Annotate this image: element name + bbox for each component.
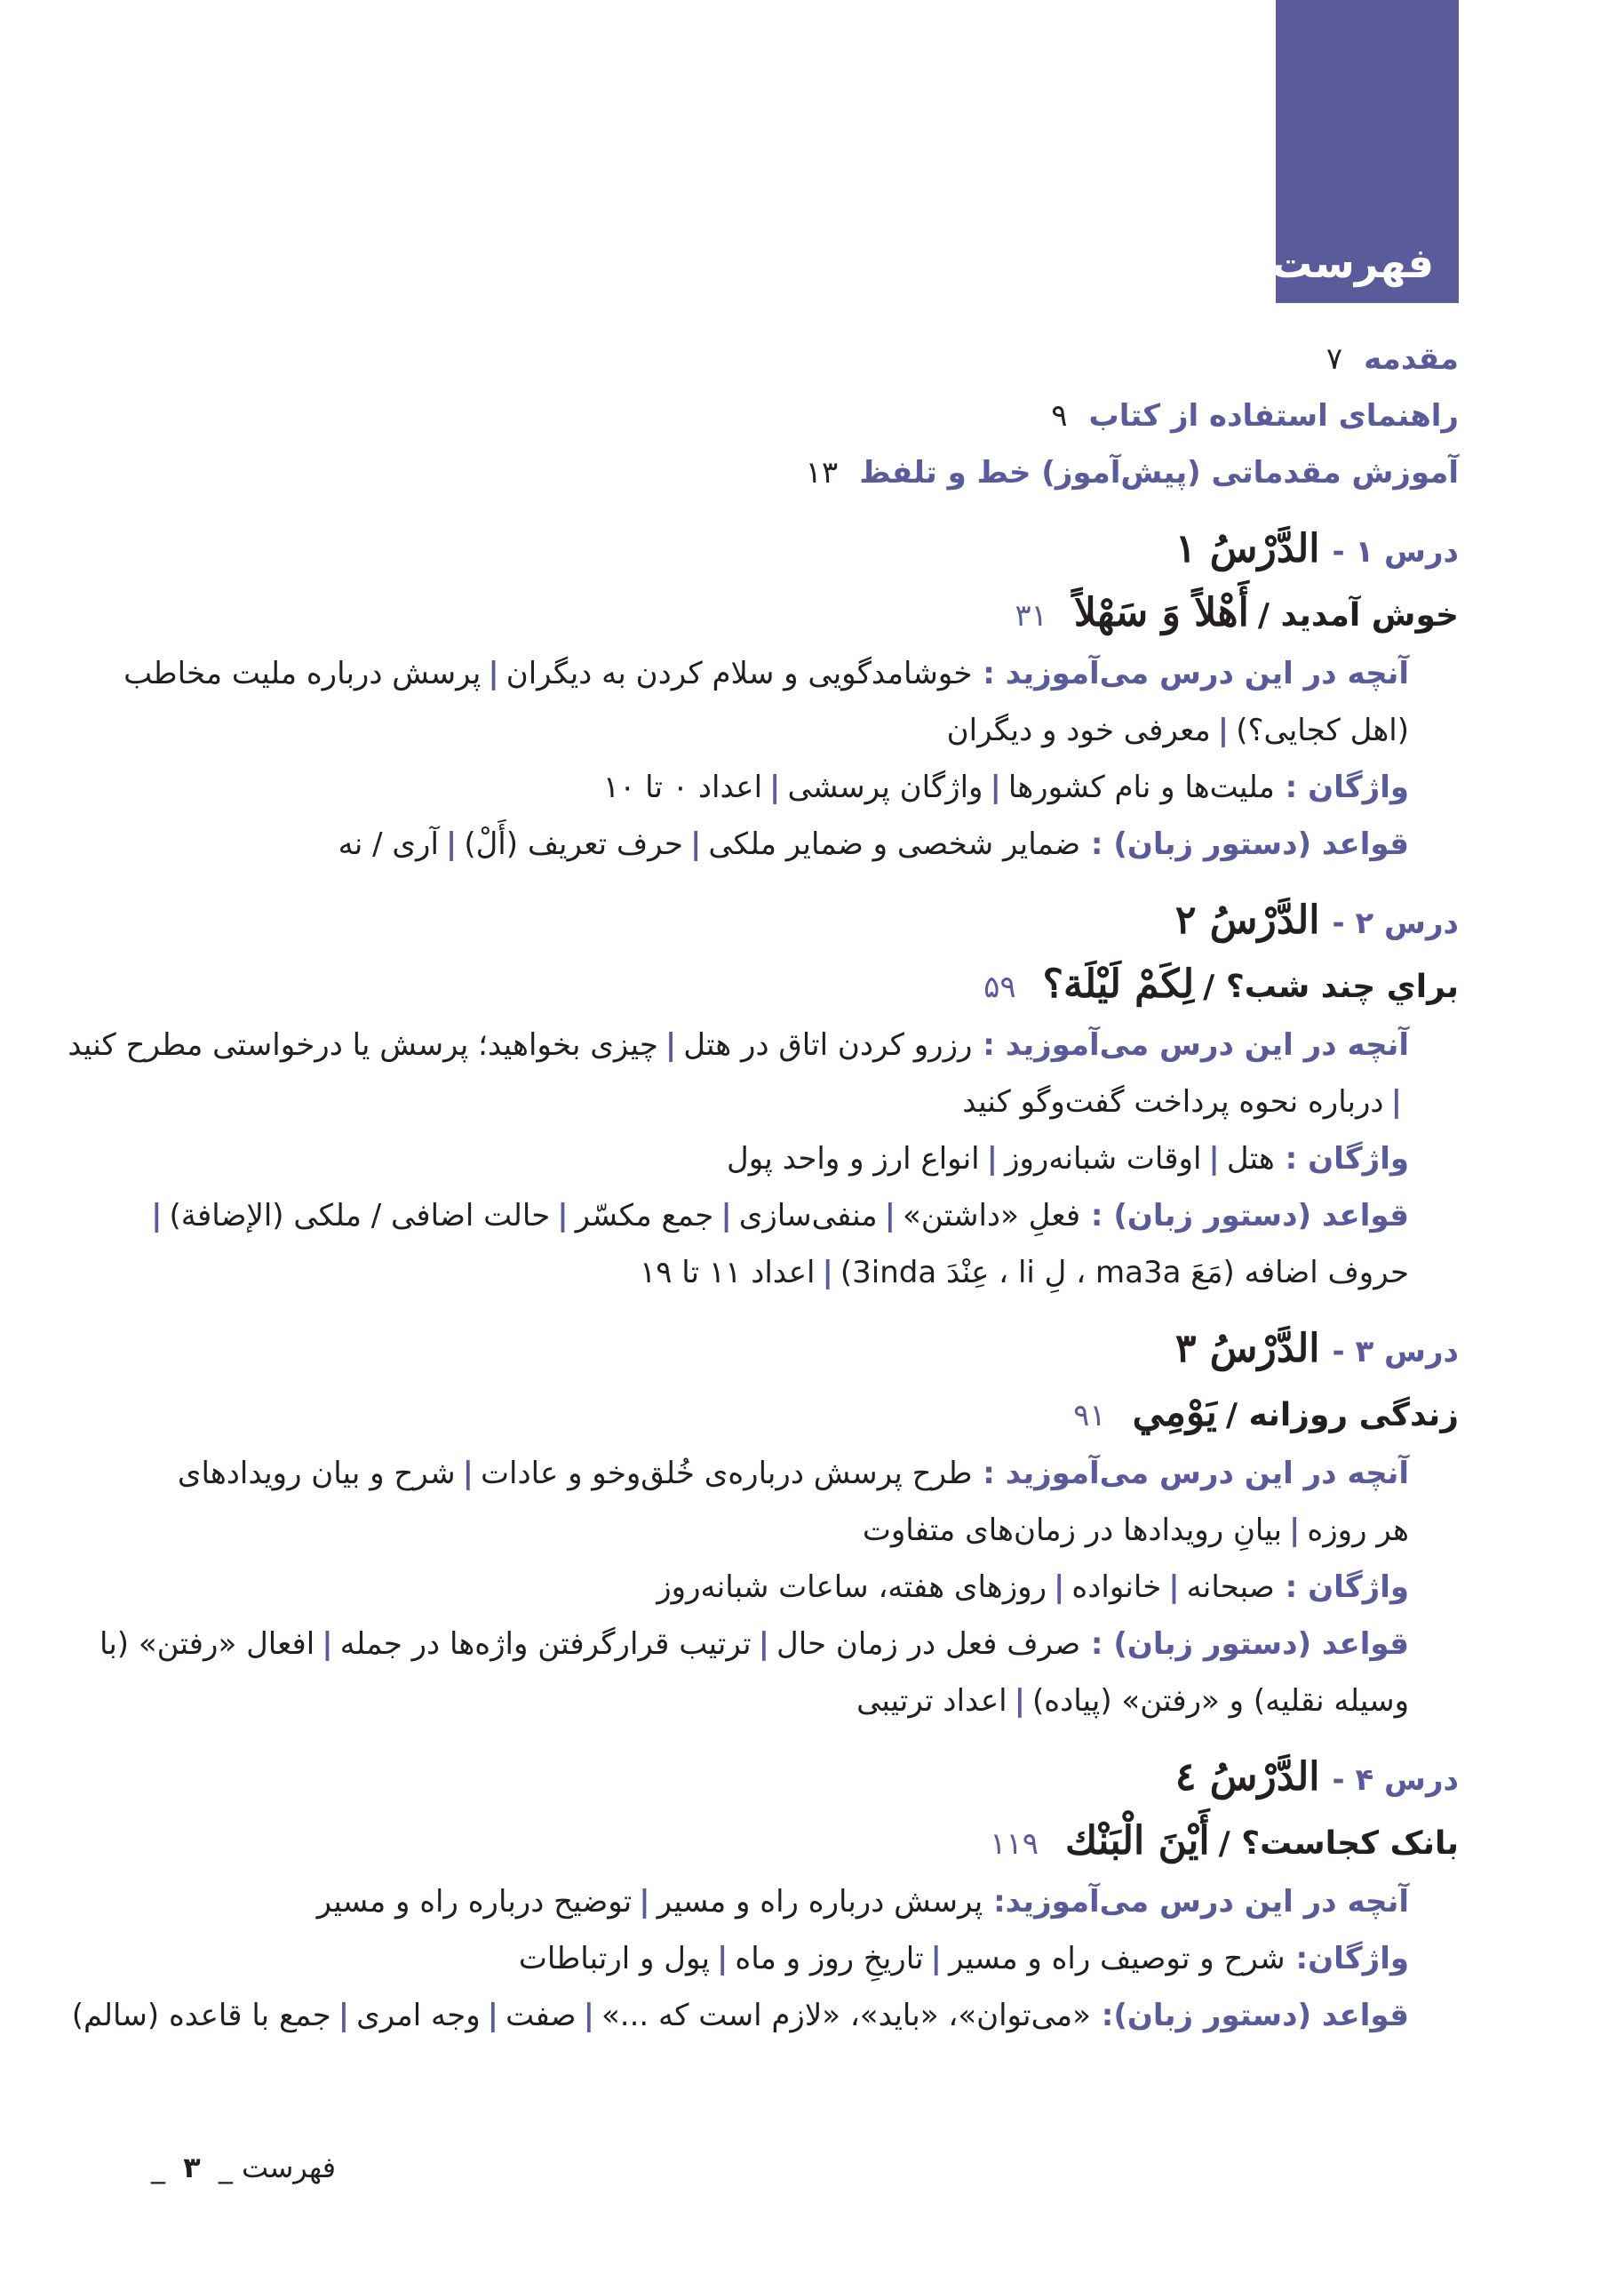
- separator-bar: |: [986, 1141, 999, 1177]
- toc-title-block: [1270, 0, 1459, 303]
- lesson-page: ۳۱: [1015, 598, 1047, 634]
- detail-label: واژگان :: [1274, 1569, 1409, 1605]
- separator-bar: |: [716, 1941, 728, 1976]
- detail-text: جمع با قاعده (سالم): [71, 1998, 331, 2033]
- lesson-title-ar: يَوْمِي: [1132, 1390, 1217, 1435]
- page-title: فهرست: [1270, 239, 1434, 287]
- separator-bar: |: [445, 826, 458, 862]
- detail-label: واژگان:: [1285, 1941, 1409, 1976]
- detail-text: شرح و توصیف راه و مسیر: [948, 1941, 1286, 1976]
- detail-text: واژگان پرسشی: [787, 770, 983, 805]
- lesson-detail-line: [224, 1074, 1409, 1130]
- toc-entry[interactable]: [224, 331, 1459, 387]
- page-number: ۳: [183, 2151, 201, 2184]
- separator-bar: |: [338, 1998, 350, 2033]
- lesson-detail-line: [224, 1502, 1409, 1559]
- detail-label: آنچه در این درس می‌آموزید:: [983, 1884, 1409, 1920]
- detail-text: ترتیب قرارگرفتن واژه‌ها در جمله: [339, 1626, 752, 1662]
- lesson-detail-line: [224, 1130, 1409, 1187]
- detail-text: افعال «رفتن» (با: [99, 1626, 315, 1662]
- detail-label: آنچه در این درس می‌آموزید :: [972, 656, 1409, 691]
- lesson-title[interactable]: [224, 1381, 1459, 1445]
- lesson-detail-line: [99, 1616, 1409, 1672]
- lesson-title-ar: لِكَمْ لَيْلَة؟: [1042, 962, 1195, 1007]
- separator-bar: |: [930, 1941, 942, 1976]
- detail-label: قواعد (دستور زبان) :: [1080, 826, 1409, 862]
- footer-label: فهرست: [242, 2151, 336, 2184]
- lesson-detail-line: [68, 1017, 1409, 1074]
- toc-entry-page: ۹: [1051, 398, 1068, 434]
- separator-bar: |: [583, 1998, 594, 2033]
- separator-bar: |: [1208, 1141, 1220, 1177]
- lesson-title[interactable]: [224, 581, 1459, 645]
- lesson-heading[interactable]: [224, 889, 1459, 953]
- toc-entry-page: ۱۳: [805, 455, 839, 491]
- detail-text: اعداد ۱۱ تا ۱۹: [639, 1255, 816, 1290]
- toc-entry[interactable]: [224, 444, 1459, 501]
- detail-text: صرف فعل در زمان حال: [776, 1626, 1081, 1662]
- lesson-number: درس ۳ -: [1332, 1334, 1459, 1369]
- footer-dash: _: [151, 2151, 165, 2184]
- separator-bar: |: [720, 1198, 732, 1233]
- separator-bar: |: [487, 1998, 499, 2033]
- lesson-title-fa: بانک کجاست؟ /: [1218, 1825, 1459, 1862]
- detail-text: آری / نه: [338, 826, 439, 862]
- detail-text: اعداد ترتیبی: [856, 1683, 1007, 1719]
- lesson-detail-line: [224, 1559, 1409, 1616]
- lesson-arabic-heading: الدَّرْسُ ٣: [1174, 1326, 1320, 1371]
- lesson-arabic-heading: الدَّرْسُ ١: [1174, 526, 1320, 571]
- detail-text: منفی‌سازی: [738, 1198, 878, 1233]
- separator-bar: |: [462, 1456, 474, 1491]
- separator-bar: |: [1289, 1513, 1301, 1548]
- detail-text: هتل: [1226, 1141, 1275, 1177]
- detail-text: اعداد ۰ تا ۱۰: [602, 770, 763, 805]
- detail-text: توضیح درباره راه و مسیر: [316, 1884, 633, 1920]
- lesson-title-fa: براي چند شب؟ /: [1203, 969, 1459, 1005]
- detail-text: هر روزه: [1307, 1513, 1409, 1548]
- detail-text: شرح و بیان رویدادهای: [177, 1456, 456, 1491]
- lesson-title-ar: أَهْلاً وَ سَهْلاً: [1073, 590, 1249, 635]
- detail-text: تاریخِ روز و ماه: [735, 1941, 924, 1976]
- detail-text: فعلِ «داشتن»: [903, 1198, 1081, 1233]
- detail-text: اوقات شبانه‌روز: [1005, 1141, 1202, 1177]
- separator-bar: |: [1168, 1569, 1180, 1605]
- separator-bar: |: [758, 1626, 769, 1662]
- detail-text: چیزی بخواهید؛ پرسش یا درخواستی مطرح کنید: [68, 1027, 658, 1063]
- lesson-heading[interactable]: [224, 1745, 1459, 1809]
- separator-bar: |: [822, 1255, 833, 1290]
- separator-bar: |: [665, 1027, 677, 1063]
- lesson-title[interactable]: [224, 953, 1459, 1017]
- separator-bar: |: [151, 1198, 163, 1233]
- detail-text: وسیله نقلیه) و «رفتن» (پیاده): [1032, 1683, 1409, 1719]
- lesson-title-fa: خوش آمدید /: [1257, 597, 1459, 634]
- lesson-page: ۱۱۹: [990, 1826, 1039, 1862]
- lesson-number: درس ۲ -: [1332, 906, 1459, 941]
- detail-text: جمع مکسّر: [575, 1198, 714, 1233]
- separator-bar: |: [322, 1626, 333, 1662]
- lesson-heading[interactable]: [224, 1317, 1459, 1381]
- detail-label: واژگان :: [1274, 1141, 1409, 1177]
- lesson-page: ۹۱: [1073, 1398, 1106, 1433]
- detail-text: «می‌توان»، «باید»، «لازم است که ...»: [601, 1998, 1091, 2033]
- table-of-contents: [68, 331, 1459, 2044]
- lesson-number: درس ۱ -: [1332, 534, 1459, 570]
- detail-text: معرفی خود و دیگران: [946, 713, 1211, 748]
- separator-bar: |: [990, 770, 1001, 805]
- lesson-title-ar: أَيْنَ الْبَنْك: [1065, 1818, 1210, 1864]
- detail-text: طرح پرسش درباره‌ی خُلق‌وخو و عادات: [481, 1456, 973, 1491]
- detail-text: ملیت‌ها و نام کشورها: [1007, 770, 1275, 805]
- lesson-detail-line: [224, 1873, 1409, 1930]
- detail-label: قواعد (دستور زبان):: [1090, 1998, 1409, 2033]
- separator-bar: |: [1217, 713, 1230, 748]
- lesson-detail-line: [151, 1187, 1409, 1244]
- lesson-detail-line: [224, 759, 1409, 816]
- toc-entry-label: آموزش مقدماتی (پیش‌آموز) خط و تلفظ: [859, 455, 1459, 491]
- detail-text: حالت اضافی / ملکی (الإضافة): [169, 1198, 551, 1233]
- separator-bar: |: [689, 826, 702, 862]
- separator-bar: |: [1054, 1569, 1065, 1605]
- separator-bar: |: [1390, 1084, 1402, 1120]
- lesson-arabic-heading: الدَّرْسُ ٤: [1174, 1754, 1320, 1800]
- detail-text: صفت: [506, 1998, 577, 2033]
- detail-text: (اهل کجایی؟): [1236, 713, 1409, 748]
- lesson-heading[interactable]: [224, 517, 1459, 581]
- lesson-number: درس ۴ -: [1332, 1762, 1459, 1798]
- detail-text: ضمایر شخصی و ضمایر ملکی: [708, 826, 1081, 862]
- separator-bar: |: [557, 1198, 569, 1233]
- lesson-detail-line: [71, 1987, 1409, 2044]
- lesson-detail-line: [224, 1244, 1409, 1301]
- detail-text: بیانِ رویدادها در زمان‌های متفاوت: [862, 1513, 1282, 1548]
- detail-text: پول و ارتباطات: [518, 1941, 710, 1976]
- detail-text: حروف اضافه (مَعَ ma3a ، لِ li ، عِنْدَ 3inda): [840, 1255, 1409, 1290]
- toc-entry[interactable]: [224, 387, 1459, 444]
- detail-label: آنچه در این درس می‌آموزید :: [972, 1456, 1409, 1491]
- detail-text: خوشامدگویی و سلام کردن به دیگران: [506, 656, 973, 691]
- lesson-detail-line: [224, 1672, 1409, 1729]
- detail-text: پرسش درباره ملیت مخاطب: [123, 656, 482, 691]
- detail-text: حرف تعریف (أَلْ): [464, 826, 683, 862]
- detail-label: آنچه در این درس می‌آموزید :: [972, 1027, 1409, 1063]
- lesson-detail-line: [224, 1930, 1409, 1987]
- separator-bar: |: [884, 1198, 896, 1233]
- lesson-arabic-heading: الدَّرْسُ ٢: [1174, 898, 1320, 943]
- detail-text: انواع ارز و واحد پول: [727, 1141, 980, 1177]
- lesson-detail-line: [123, 645, 1409, 702]
- detail-text: روزهای هفته، ساعات شبانه‌روز: [657, 1569, 1047, 1605]
- separator-bar: |: [639, 1884, 650, 1920]
- separator-bar: |: [1014, 1683, 1026, 1719]
- detail-text: رزرو کردن اتاق در هتل: [683, 1027, 973, 1063]
- detail-label: قواعد (دستور زبان) :: [1080, 1198, 1409, 1233]
- detail-text: خانواده: [1071, 1569, 1162, 1605]
- lesson-detail-line: [224, 702, 1409, 759]
- separator-bar: |: [488, 656, 499, 691]
- separator-bar: |: [769, 770, 781, 805]
- lesson-title-fa: زندگی روزانه /: [1225, 1397, 1459, 1433]
- detail-text: وجه امری: [356, 1998, 481, 2033]
- toc-entry-label: مقدمه: [1364, 341, 1459, 377]
- toc-entry-page: ۷: [1325, 341, 1343, 377]
- lesson-detail-line: [224, 816, 1409, 873]
- detail-text: درباره نحوه پرداخت گفت‌وگو کنید: [962, 1084, 1384, 1120]
- detail-label: قواعد (دستور زبان) :: [1080, 1626, 1409, 1662]
- lesson-detail-line: [177, 1445, 1409, 1502]
- footer-dash: _: [209, 2151, 233, 2184]
- page-footer: [151, 2151, 336, 2184]
- detail-text: پرسش درباره راه و مسیر: [657, 1884, 983, 1920]
- lesson-page: ۵۹: [983, 970, 1016, 1005]
- lesson-title[interactable]: [224, 1809, 1459, 1873]
- detail-text: صبحانه: [1186, 1569, 1275, 1605]
- detail-label: واژگان :: [1274, 770, 1409, 805]
- toc-entry-label: راهنمای استفاده از کتاب: [1088, 398, 1459, 434]
